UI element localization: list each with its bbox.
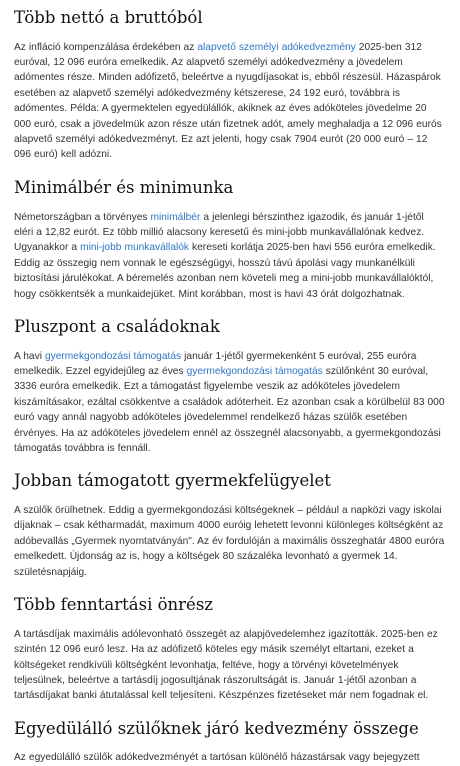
paragraph-text: A szülők örülhetnek. Eddig a gyermekgondozási költségeknek – például a napközi vagy iskolai díjaknak – csak kétharmadát, maximum 4000 euróig lehetett levonni különleges költségként az adóbevallás „Gyermek nyomtatványán". Az év fordulóján a maximális összeghatár 4800 euróra emelkedett. Újdonság az is, hogy a költségek 80 százaléka levonható a gyermek 14. születésnapjáig. [14, 505, 445, 578]
section-heading-pluszpont-a-csaladoknak: Pluszpont a családoknak [14, 316, 220, 336]
paragraph-text: 2025-ben 312 euróval, 12 096 euróra emelkedik. Az alapvető személyi adókedvezmény a jövedelem adómentes része. Minden adófizető, beleértve a nyugdíjasokat is, ebből részesül. Házaspárok esetében az alapvető személyi adókedvezmény kétszerese, 24 192 euró, továbbra is adómentes. Példa: A gyermektelen egyedülállók, akiknek az éves adóköteles jövedelme 20 000 euró, csak a jövedelmük azon része után fizetnek adót, amely meghaladja a 12 096 eurós alapvető személyi adókedvezményt. Ez azt jelenti, hogy csak 7904 eurót (20 000 euró – 12 096 euró) kell adózni. [14, 41, 442, 161]
section-paragraph [14, 349, 446, 457]
section-heading-minimalber-es-minimunka: Minimálbér és minimunka [14, 177, 234, 197]
section-paragraph [14, 627, 446, 704]
section-heading-tobb-netto-a-bruttobol: Több nettó a bruttóból [14, 8, 203, 27]
paragraph-text: Az infláció kompenzálása érdekében az [14, 41, 198, 53]
section-paragraph [14, 503, 446, 580]
inline-link-gyermekgondozasi-tamogatas[interactable]: gyermekgondozási támogatás [44, 350, 182, 362]
paragraph-text: Az egyedülálló szülők adókedvezményét a tartósan különélő házastársak vagy bejegyzett [14, 752, 420, 764]
section-heading-tobb-fenntartasi-onresz: Több fenntartási önrész [14, 595, 213, 615]
paragraph-text: kereseti korlátja 2025-ben havi 556 euróra emelkedik. Eddig az összegig nem vonnak le egészségügyi, hosszú távú ápolási vagy munkanélküli biztosítási járulékokat. A béremelés azonban nem követeli meg a mini-jobb munkavállalóktól, hogy csökkentsék a munkaidejüket. Mint korábban, most is havi 43 órát dolgozhatnak. [14, 242, 436, 300]
inline-link-minimalber[interactable]: minimálbér [150, 211, 201, 223]
paragraph-text: A havi [14, 350, 45, 362]
section-paragraph [14, 210, 446, 302]
inline-link-mini-jobb-munkavallalok[interactable]: mini-jobb munkavállalók [80, 242, 190, 254]
inline-link-alapveto-szemelyi-adokedvezmeny[interactable]: alapvető személyi adókedvezmény [197, 41, 356, 53]
section-paragraph [14, 40, 446, 163]
section-heading-egyedulallo-szuloknek-jaro-kedvezmeny-osszege: Egyedülálló szülőknek járó kedvezmény összege [14, 718, 419, 738]
section-heading-jobban-tamogatott-gyermekfelugyelet: Jobban támogatott gyermekfelügyelet [14, 471, 331, 491]
paragraph-text: január 1-jétől gyermekenként 5 euróval, 255 euróra emelkedik. Ezzel egyidejűleg az éves [14, 350, 417, 377]
paragraph-text: Németországban a törvényes [14, 211, 151, 223]
section-paragraph [14, 750, 446, 765]
inline-link-gyermekgondozasi-tamogatas[interactable]: gyermekgondozási támogatás [186, 365, 323, 377]
paragraph-text: a jelenlegi bérszinthez igazodik, és január 1-jétől eléri a 12,82 eurót. Ez több millió alacsony keresetű és mini-jobb munkavállalónak kedvez. Ugyanakkor a [14, 211, 425, 254]
paragraph-text: szülőnként 30 euróval, 3336 euróra emelkedik. Ezt a támogatást figyelembe veszik az adóköteles jövedelem kiszámításakor, ezáltal csökkentve a családok adóterheit. Ez azonban csak a körülbelül 83 000 euró vagy annál nagyobb adóköteles jövedelemmel rendelkező házas szülők esetében érvényes. Ha az adóköteles jövedelem ennél az összegnél alacsonyabb, a gyermekgondozási támogatás továbbra is fennáll. [14, 365, 445, 454]
paragraph-text: A tartásdíjak maximális adólevonható összegét az alapjövedelemhez igazították. 2025-ben ez szintén 12 096 euró lesz. Ha az adófizető köteles egy másik személyt eltartani, ezeket a költségeket rendkívüli költségként levonhatja, feltéve, hogy a törvényi követelmények teljesülnek, beleértve a tartásdíj jogosultjának rászorultságát is. Január 1-jétől azonban a tartásdíjakat banki átutalással kell teljesíteni. Készpénzes fizetéseket már nem fogadnak el. [14, 628, 438, 702]
